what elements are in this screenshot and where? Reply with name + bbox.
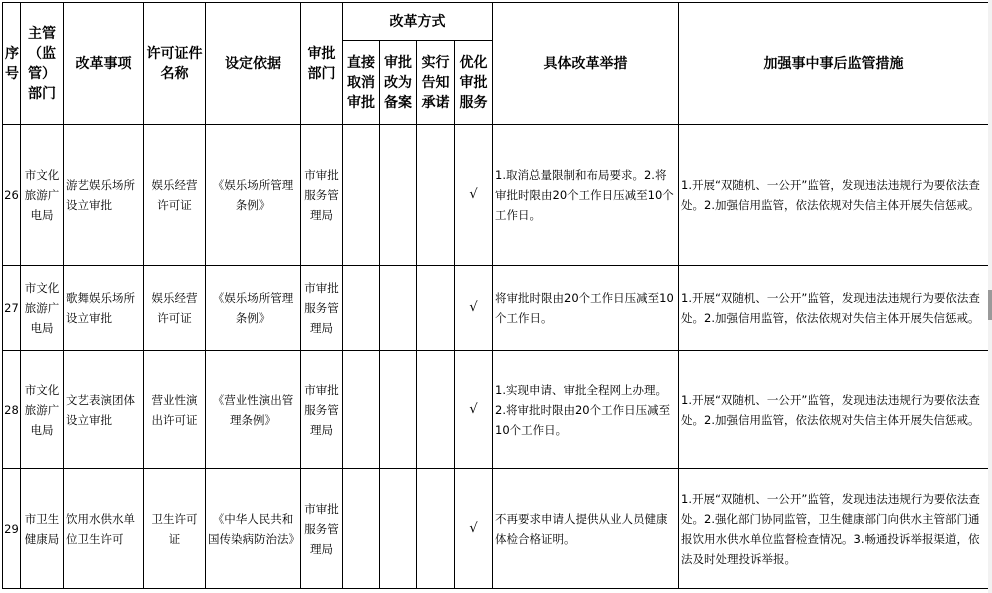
row-mark-commit: [417, 125, 455, 266]
header-supervision: 加强事中事后监管措施: [679, 3, 989, 125]
row-mark-cancel: [343, 351, 380, 469]
row-basis: 《中华人民共和国传染病防治法》: [206, 469, 301, 589]
row-measures: 1.取消总量限制和布局要求。2.将审批时限由20个工作日压减至10个工作日。: [493, 125, 679, 266]
row-measures: 不再要求申请人提供从业人员健康体检合格证明。: [493, 469, 679, 589]
row-dept: 市文化旅游广电局: [21, 266, 64, 351]
row-license: 娱乐经营许可证: [144, 266, 206, 351]
header-sub-commit: 实行告知承诺: [417, 41, 455, 125]
row-basis: 《娱乐场所管理条例》: [206, 266, 301, 351]
row-mark-record: [380, 266, 417, 351]
row-mark-commit: [417, 469, 455, 589]
header-sub-cancel: 直接取消审批: [343, 41, 380, 125]
row-approval-dept: 市审批服务管理局: [301, 125, 343, 266]
row-supervision: 1.开展“双随机、一公开”监管，发现违法违规行为要依法查处。2.加强信用监管，依法依规对失信主体开展失信惩戒。: [679, 125, 989, 266]
table-row: [3, 125, 989, 266]
row-measures: 将审批时限由20个工作日压减至10个工作日。: [493, 266, 679, 351]
header-measures: 具体改革举措: [493, 3, 679, 125]
row-mark-commit: [417, 266, 455, 351]
row-approval-dept: 市审批服务管理局: [301, 469, 343, 589]
row-basis: 《营业性演出管理条例》: [206, 351, 301, 469]
reform-table: [2, 2, 989, 589]
table-row: [3, 351, 989, 469]
row-supervision: 1.开展“双随机、一公开”监管，发现违法违规行为要依法查处。2.加强信用监管，依法依规对失信主体开展失信惩戒。: [679, 351, 989, 469]
row-dept: 市文化旅游广电局: [21, 351, 64, 469]
header-license: 许可证件名称: [144, 3, 206, 125]
row-no: 27: [3, 266, 21, 351]
row-item: 文艺表演团体设立审批: [64, 351, 144, 469]
row-dept: 市文化旅游广电局: [21, 125, 64, 266]
row-mark-commit: [417, 351, 455, 469]
row-mark-optimize: √: [455, 469, 493, 589]
row-no: 26: [3, 125, 21, 266]
row-mark-optimize: √: [455, 125, 493, 266]
row-mark-cancel: [343, 469, 380, 589]
header-seq: 序号: [3, 3, 21, 125]
row-mark-record: [380, 125, 417, 266]
row-supervision: 1.开展“双随机、一公开”监管，发现违法违规行为要依法查处。2.加强信用监管，依法依规对失信主体开展失信惩戒。: [679, 266, 989, 351]
header-sub-record: 审批改为备案: [380, 41, 417, 125]
row-approval-dept: 市审批服务管理局: [301, 266, 343, 351]
row-no: 29: [3, 469, 21, 589]
row-item: 饮用水供水单位卫生许可: [64, 469, 144, 589]
row-mark-cancel: [343, 266, 380, 351]
header-dept: 主管（监管）部门: [21, 3, 64, 125]
row-mark-record: [380, 469, 417, 589]
row-mark-optimize: √: [455, 351, 493, 469]
scrollbar-thumb[interactable]: [988, 290, 992, 320]
row-item: 歌舞娱乐场所设立审批: [64, 266, 144, 351]
header-basis: 设定依据: [206, 3, 301, 125]
row-dept: 市卫生健康局: [21, 469, 64, 589]
header-reform-method: 改革方式: [343, 3, 493, 41]
row-supervision: 1.开展“双随机、一公开”监管，发现违法违规行为要依法查处。2.强化部门协同监管，卫生健康部门向供水主管部门通报饮用水供水单位监督检查情况。3.畅通投诉举报渠道，依法及时处理投诉举报。: [679, 469, 989, 589]
row-license: 娱乐经营许可证: [144, 125, 206, 266]
row-mark-optimize: √: [455, 266, 493, 351]
header-approval-dept: 审批部门: [301, 3, 343, 125]
table-row: [3, 469, 989, 589]
row-license: 营业性演出许可证: [144, 351, 206, 469]
row-mark-cancel: [343, 125, 380, 266]
row-item: 游艺娱乐场所设立审批: [64, 125, 144, 266]
row-measures: 1.实现申请、审批全程网上办理。2.将审批时限由20个工作日压减至10个工作日。: [493, 351, 679, 469]
vertical-scrollbar[interactable]: [988, 0, 992, 593]
row-approval-dept: 市审批服务管理局: [301, 351, 343, 469]
row-license: 卫生许可证: [144, 469, 206, 589]
row-mark-record: [380, 351, 417, 469]
table-row: [3, 266, 989, 351]
header-item: 改革事项: [64, 3, 144, 125]
row-basis: 《娱乐场所管理条例》: [206, 125, 301, 266]
header-sub-optimize: 优化审批服务: [455, 41, 493, 125]
row-no: 28: [3, 351, 21, 469]
